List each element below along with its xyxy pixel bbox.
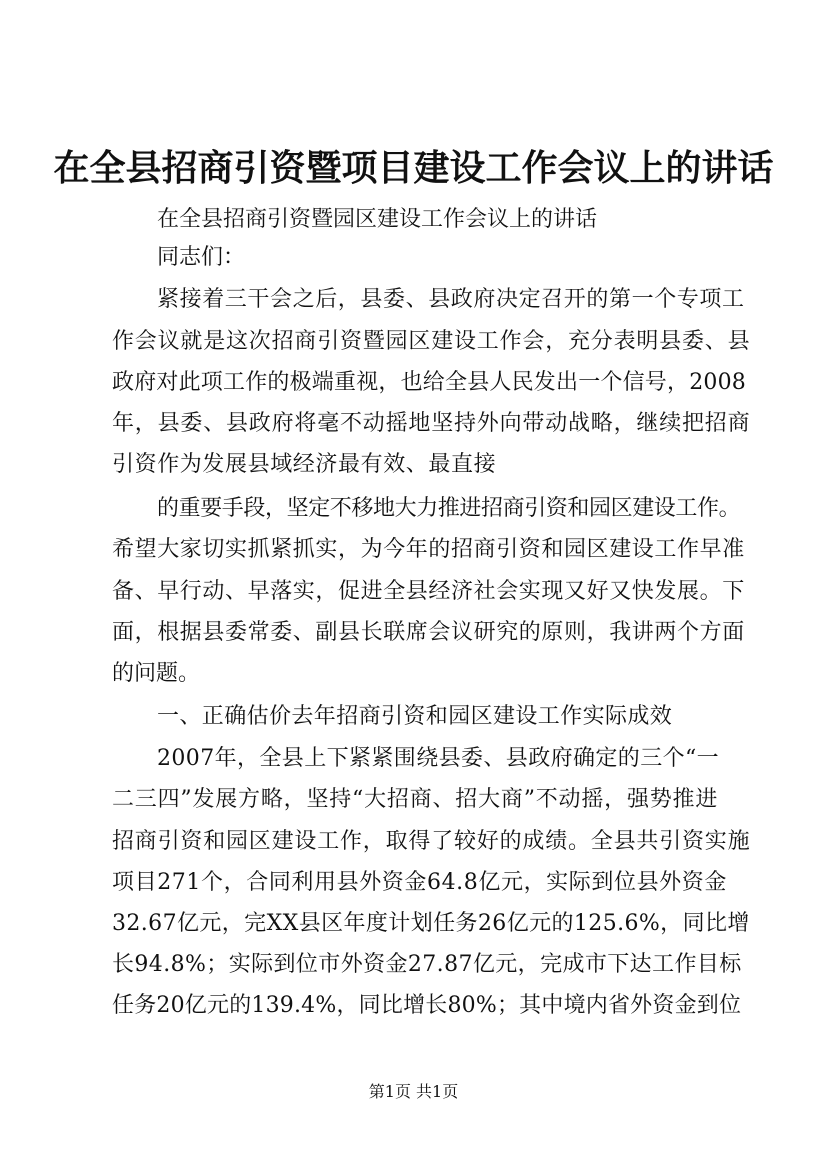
paragraph-line: 招商引资和园区建设工作，取得了较好的成绩。全县共引资实施: [112, 829, 751, 854]
paragraph-line: 长94.8%；实际到位市外资金27.87亿元，完成市下达工作目标: [112, 952, 742, 977]
document-title: 在全县招商引资暨项目建设工作会议上的讲话: [53, 147, 774, 189]
paragraph-line: 年，县委、县政府将毫不动摇地坚持外向带动战略，继续把招商: [112, 411, 751, 436]
paragraph-line: 二三四”发展方略，坚持“大招商、招大商”不动摇，强势推进: [112, 787, 719, 812]
paragraph-line: 政府对此项工作的极端重视，也给全县人民发出一个信号，2008: [112, 370, 746, 395]
paragraph-line: 2007年，全县上下紧紧围绕县委、县政府确定的三个“一: [157, 746, 720, 771]
paragraph-line: 任务20亿元的139.4%，同比增长80%；其中境内省外资金到位: [112, 993, 742, 1018]
paragraph-line: 面，根据县委常委、副县长联席会议研究的原则，我讲两个方面: [112, 620, 745, 645]
page-footer: 第1页 共1页: [368, 1082, 459, 1101]
paragraph-line: 32.67亿元，完XX县区年度计划任务26亿元的125.6%，同比增: [112, 911, 750, 936]
paragraph-line: 备、早行动、早落实，促进全县经济社会实现又好又快发展。下: [112, 579, 745, 604]
paragraph-line: 希望大家切实抓紧抓实，为今年的招商引资和园区建设工作早准: [112, 537, 745, 562]
paragraph-line: 紧接着三干会之后，县委、县政府决定召开的第一个专项工: [157, 287, 745, 312]
salutation-line: 同志们：: [157, 245, 246, 270]
paragraph-line: 作会议就是这次招商引资暨园区建设工作会，充分表明县委、县: [112, 329, 751, 354]
paragraph-line: 引资作为发展县域经济最有效、最直接: [112, 452, 497, 477]
section-heading: 一、正确估价去年招商引资和园区建设工作实际成效: [157, 704, 673, 729]
paragraph-line: 项目271个，合同利用县外资金64.8亿元，实际到位县外资金: [112, 870, 727, 895]
paragraph-line: 的问题。: [112, 661, 201, 686]
paragraph-line: 的重要手段，坚定不移地大力推进招商引资和园区建设工作。: [157, 496, 741, 521]
subtitle-line: 在全县招商引资暨园区建设工作会议上的讲话: [157, 207, 598, 232]
